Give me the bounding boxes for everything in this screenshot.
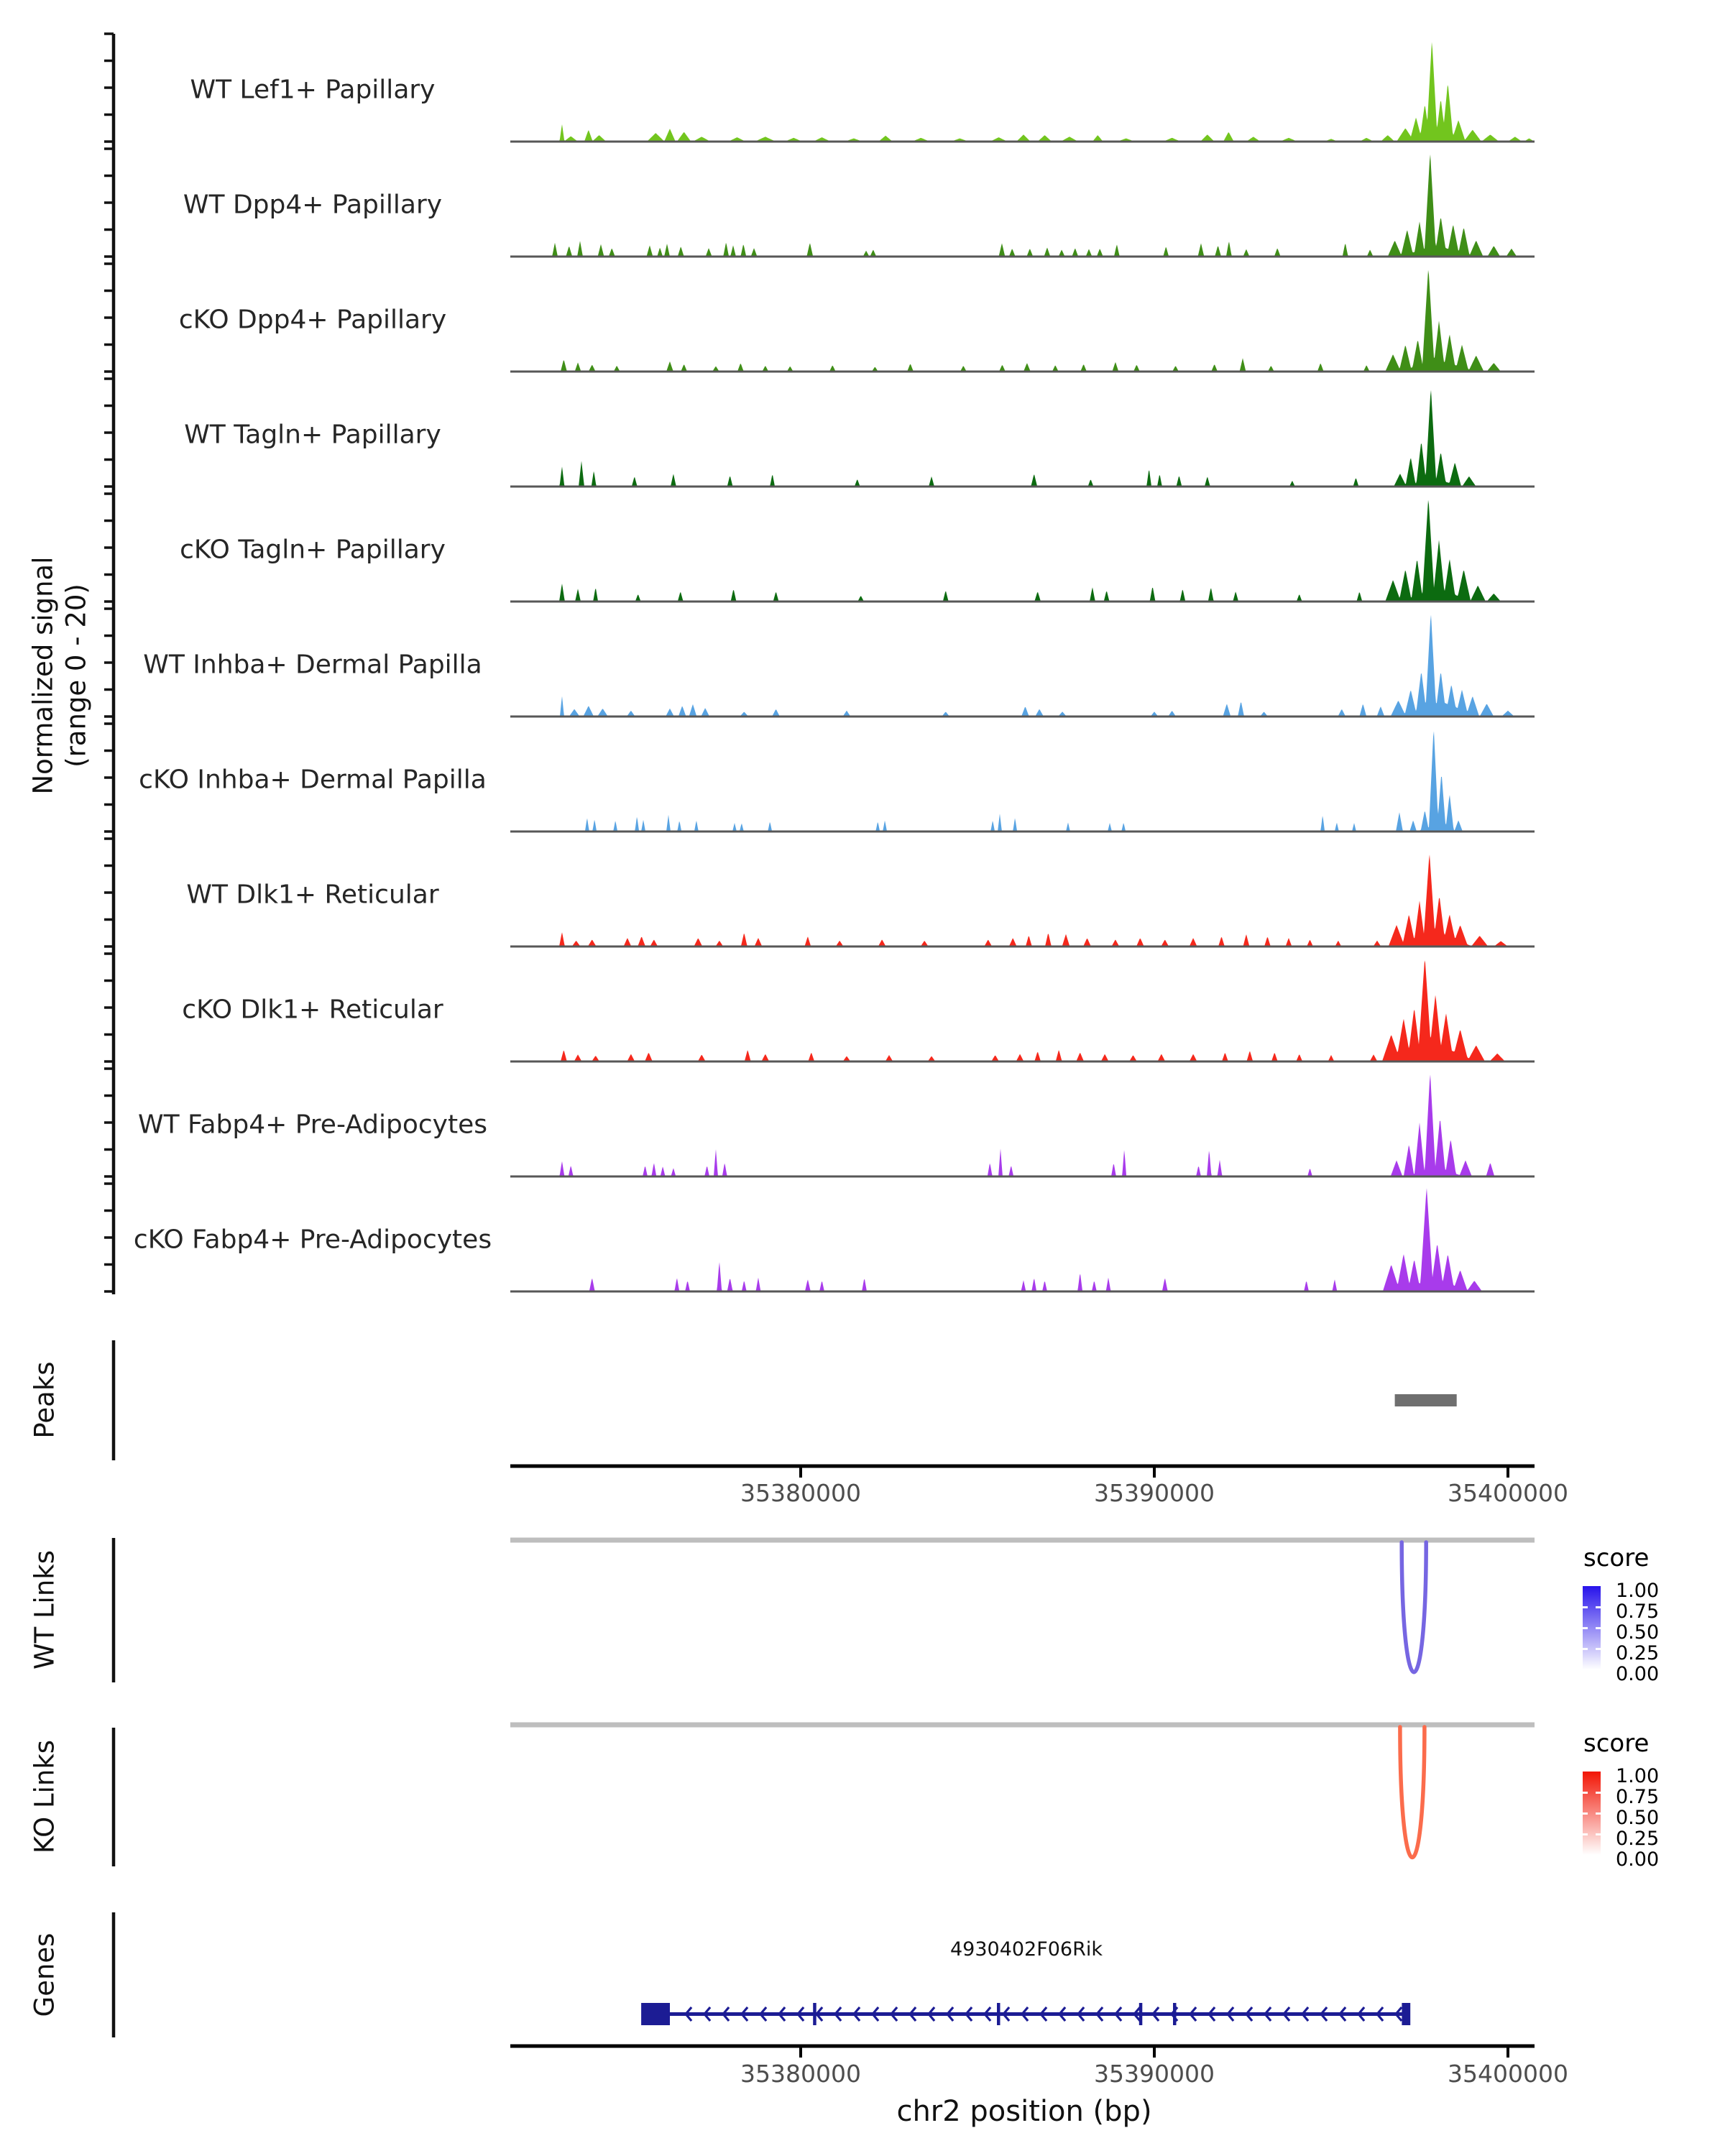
coverage-area [510,500,1535,602]
wt-legend-tick-025: 0.25 [1616,1642,1660,1664]
gene-exon-tick [997,2003,1000,2025]
coverage-area [510,42,1535,142]
peak-region [1395,1394,1457,1406]
track-label: WT Dlk1+ Reticular [186,880,439,910]
legend-gradient-tick [1583,1812,1588,1815]
ko-legend-tick-000: 0.00 [1616,1848,1660,1871]
track-label: cKO Dlk1+ Reticular [182,995,443,1025]
y-axis-label-line1: Normalized signal [27,556,59,795]
coverage-area [510,1074,1535,1176]
axis1-tick-35400000: 35400000 [1448,1479,1568,1507]
ko-links-legend-title: score [1583,1729,1650,1758]
track-label: cKO Fabp4+ Pre-Adipocytes [133,1225,492,1255]
legend-gradient-tick [1596,1627,1601,1629]
coverage-area [510,732,1535,832]
ko-legend-tick-050: 0.50 [1616,1807,1660,1829]
wt-legend-tick-050: 0.50 [1616,1621,1660,1644]
ko-legend-tick-025: 0.25 [1616,1828,1660,1850]
gene-exon [1402,2003,1410,2025]
wt-legend-tick-100: 1.00 [1616,1580,1660,1602]
axis2-tick-35390000: 35390000 [1094,2060,1215,2088]
track-label: WT Tagln+ Papillary [184,420,441,450]
legend-gradient-tick [1596,1606,1601,1608]
track-label: WT Inhba+ Dermal Papilla [143,650,482,680]
y-axis-label-line2: (range 0 - 20) [60,584,92,768]
legend-gradient-tick [1596,1833,1601,1835]
gene-name-label: 4930402F06Rik [949,1938,1103,1961]
legend-gradient-tick [1596,1792,1601,1794]
coverage-area [510,615,1535,717]
track-label: cKO Tagln+ Papillary [180,535,446,565]
track-label: cKO Dpp4+ Papillary [178,305,447,335]
wt-link-loop [1402,1542,1426,1672]
gene-exon [641,2003,670,2025]
ko-legend-tick-075: 0.75 [1616,1786,1660,1808]
legend-gradient-tick [1596,1812,1601,1815]
coverage-area [510,960,1535,1061]
x-axis-title: chr2 position (bp) [896,2095,1152,2128]
legend-gradient-tick [1583,1627,1588,1629]
coverage-area [510,270,1535,372]
legend-gradient-tick [1596,1648,1601,1650]
section-label-wt-links: WT Links [29,1550,60,1669]
axis1-tick-35380000: 35380000 [740,1479,861,1507]
track-label: WT Dpp4+ Papillary [183,190,443,220]
legend-gradient-tick [1583,1648,1588,1650]
coverage-area [510,1188,1535,1291]
coverage-area [510,390,1535,487]
axis1-tick-35390000: 35390000 [1094,1479,1215,1507]
ko-link-loop [1400,1727,1425,1858]
gene-exon-tick [1173,2003,1177,2025]
track-label: WT Lef1+ Papillary [190,75,436,105]
axis2-tick-35380000: 35380000 [740,2060,861,2088]
section-label-ko-links: KO Links [29,1739,60,1854]
legend-gradient-tick [1583,1792,1588,1794]
wt-legend-tick-075: 0.75 [1616,1600,1660,1623]
coverage-area [510,155,1535,257]
wt-links-legend-title: score [1583,1544,1650,1572]
legend-gradient-tick [1583,1833,1588,1835]
ko-links-legend-gradient [1583,1772,1601,1855]
legend-gradient-tick [1583,1606,1588,1608]
axis2-tick-35400000: 35400000 [1448,2060,1568,2088]
section-label-peaks: Peaks [29,1361,60,1439]
track-label: WT Fabp4+ Pre-Adipocytes [138,1110,487,1140]
section-label-genes: Genes [29,1932,60,2017]
wt-legend-tick-000: 0.00 [1616,1663,1660,1685]
track-label: cKO Inhba+ Dermal Papilla [139,765,487,795]
wt-links-legend-gradient [1583,1586,1601,1669]
gene-exon-tick [1139,2003,1143,2025]
coverage-area [510,854,1535,946]
ko-legend-tick-100: 1.00 [1616,1765,1660,1787]
